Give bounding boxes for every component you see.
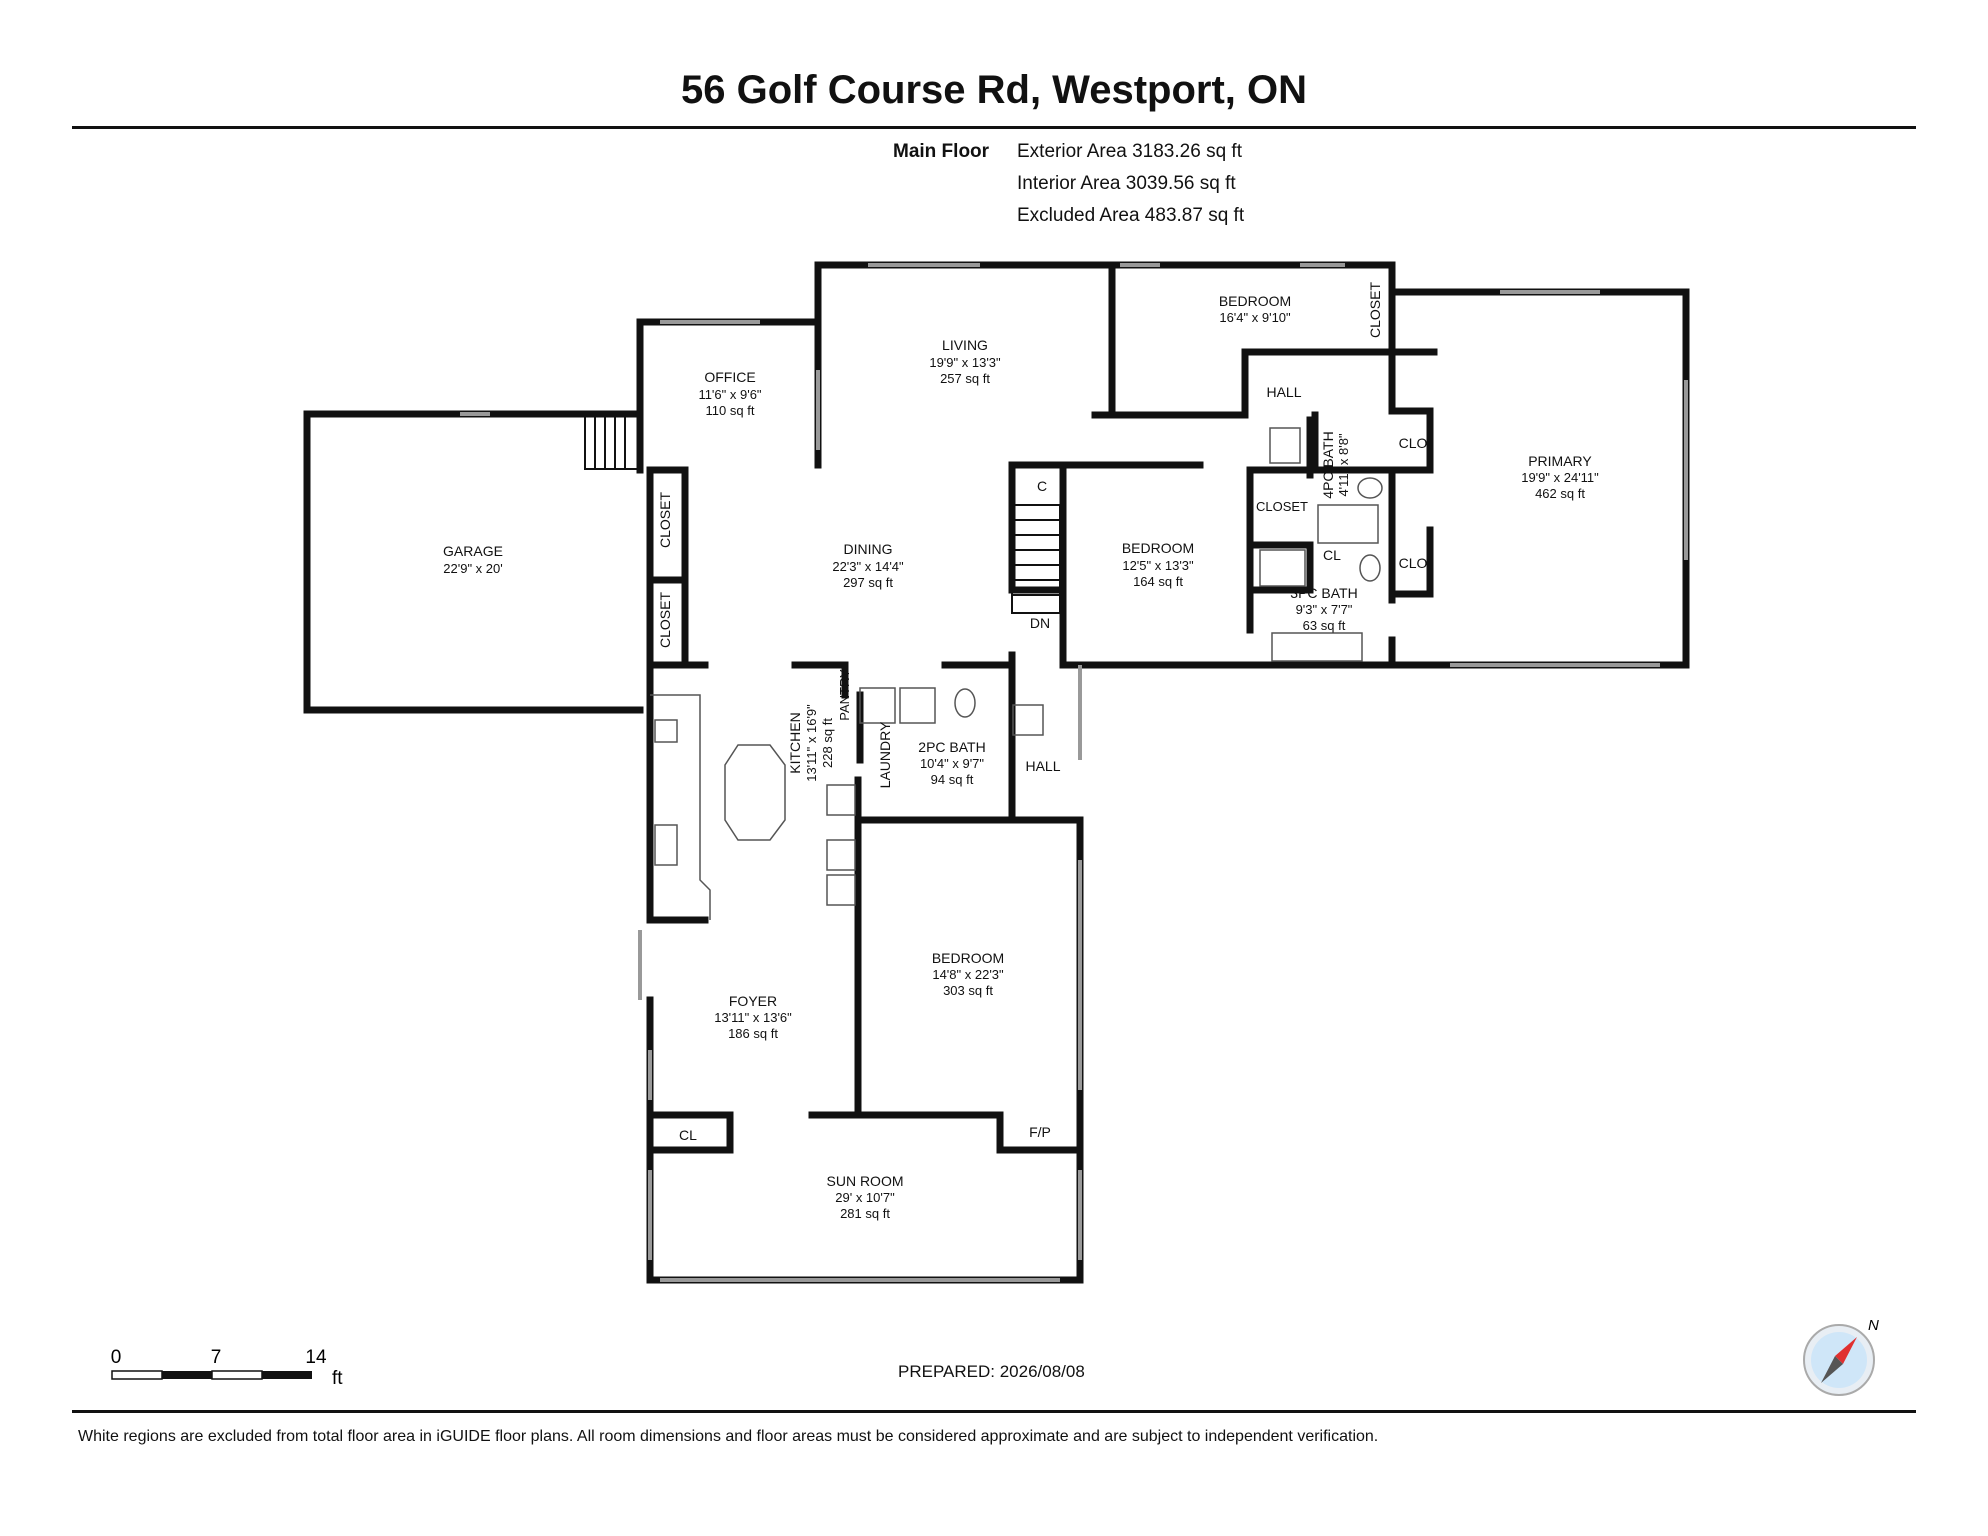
- excluded-area: Excluded Area 483.87 sq ft: [1017, 205, 1245, 226]
- living-area: 257 sq ft: [940, 371, 990, 386]
- dn-label: DN: [1029, 615, 1051, 631]
- foyer-area: 186 sq ft: [728, 1026, 778, 1041]
- floor-name: Main Floor: [893, 141, 990, 162]
- bedroom-mid-dims: 12'5" x 13'3": [1122, 558, 1194, 573]
- footer-rule: [72, 1410, 1916, 1413]
- bath2-name: 2PC BATH: [918, 739, 986, 755]
- compass-north-label: N: [1868, 1317, 1879, 1334]
- clo-label-1: CLO: [1398, 435, 1428, 451]
- closet-label-mid: CLOSET: [1255, 499, 1309, 514]
- cl-label-foyer: CL: [679, 1127, 697, 1143]
- dining-area: 297 sq ft: [843, 575, 893, 590]
- garage-name: GARAGE: [443, 543, 503, 559]
- scale-bar: [100, 1340, 360, 1390]
- interior-area: Interior Area 3039.56 sq ft: [1017, 173, 1236, 194]
- prepared-date: PREPARED: 2026/08/08: [898, 1362, 1085, 1381]
- clo-label-2: CLO: [1398, 555, 1428, 571]
- primary-area: 462 sq ft: [1535, 486, 1585, 501]
- primary-name: PRIMARY: [1528, 453, 1592, 469]
- bath4-dims: 4'11" x 8'8": [1336, 433, 1351, 497]
- bedroom-ne-name: BEDROOM: [1218, 293, 1292, 309]
- bath2-area: 94 sq ft: [930, 772, 974, 787]
- bath4-name: 4PC BATH: [1320, 431, 1336, 499]
- bath3-dims: 9'3" x 7'7": [1295, 602, 1353, 617]
- bedroom-mid-area: 164 sq ft: [1133, 574, 1183, 589]
- cl-label-bath: CL: [1323, 547, 1341, 563]
- c-label: C: [1036, 478, 1048, 494]
- bath3-area: 63 sq ft: [1302, 618, 1346, 633]
- dining-name: DINING: [843, 541, 893, 557]
- garage-dims: 22'9" x 20': [443, 561, 503, 576]
- bath2-dims: 10'4" x 9'7": [919, 756, 985, 771]
- closet-label-dining-1: CLOSET: [657, 491, 673, 549]
- bedroom-mid-name: BEDROOM: [1121, 540, 1195, 556]
- bedroom-s-area: 303 sq ft: [943, 983, 993, 998]
- scale-tick-0: 0: [110, 1347, 122, 1368]
- windows: [460, 265, 1686, 1280]
- exterior-area: Exterior Area 3183.26 sq ft: [1017, 141, 1242, 162]
- laundry-label: LAUNDRY: [877, 721, 893, 789]
- sunroom-name: SUN ROOM: [826, 1173, 904, 1189]
- living-dims: 19'9" x 13'3": [929, 355, 1001, 370]
- closet-label-ne: CLOSET: [1367, 281, 1383, 339]
- dining-dims: 22'3" x 14'4": [832, 559, 904, 574]
- kitchen-area: 228 sq ft: [820, 718, 835, 768]
- scale-tick-14: 14: [305, 1347, 327, 1368]
- sunroom-area: 281 sq ft: [840, 1206, 890, 1221]
- closet-label-dining-2: CLOSET: [657, 591, 673, 649]
- bedroom-ne-dims: 16'4" x 9'10": [1219, 310, 1291, 325]
- foyer-dims: 13'11" x 13'6": [714, 1010, 792, 1025]
- bedroom-s-dims: 14'8" x 22'3": [932, 967, 1004, 982]
- disclaimer: White regions are excluded from total floor area in iGUIDE floor plans. All room dimensions and floor areas must be considered approximate and are subject to independent verification.: [78, 1428, 1379, 1445]
- office-name: OFFICE: [704, 369, 756, 385]
- hall-label-south: HALL: [1025, 758, 1061, 774]
- fp-label: F/P: [1029, 1124, 1051, 1140]
- bath3-name: 3PC BATH: [1290, 585, 1358, 601]
- foyer-name: FOYER: [728, 993, 778, 1009]
- kitchen-name: KITCHEN: [787, 712, 803, 774]
- office-area: 110 sq ft: [705, 403, 755, 418]
- primary-dims: 19'9" x 24'11": [1521, 470, 1599, 485]
- living-name: LIVING: [942, 337, 988, 353]
- office-dims: 11'6" x 9'6": [698, 387, 762, 402]
- walls: [307, 265, 1686, 1280]
- sunroom-dims: 29' x 10'7": [835, 1190, 895, 1205]
- plan-title: 56 Golf Course Rd, Westport, ON: [681, 68, 1307, 112]
- scale-unit: ft: [332, 1368, 343, 1389]
- scale-tick-7: 7: [210, 1347, 222, 1368]
- pantry-label: PANTRY: [837, 669, 852, 721]
- compass-icon: [1800, 1310, 1900, 1400]
- hall-label-north: HALL: [1266, 384, 1302, 400]
- kitchen-dims: 13'11" x 16'9": [804, 704, 819, 782]
- bedroom-s-name: BEDROOM: [931, 950, 1005, 966]
